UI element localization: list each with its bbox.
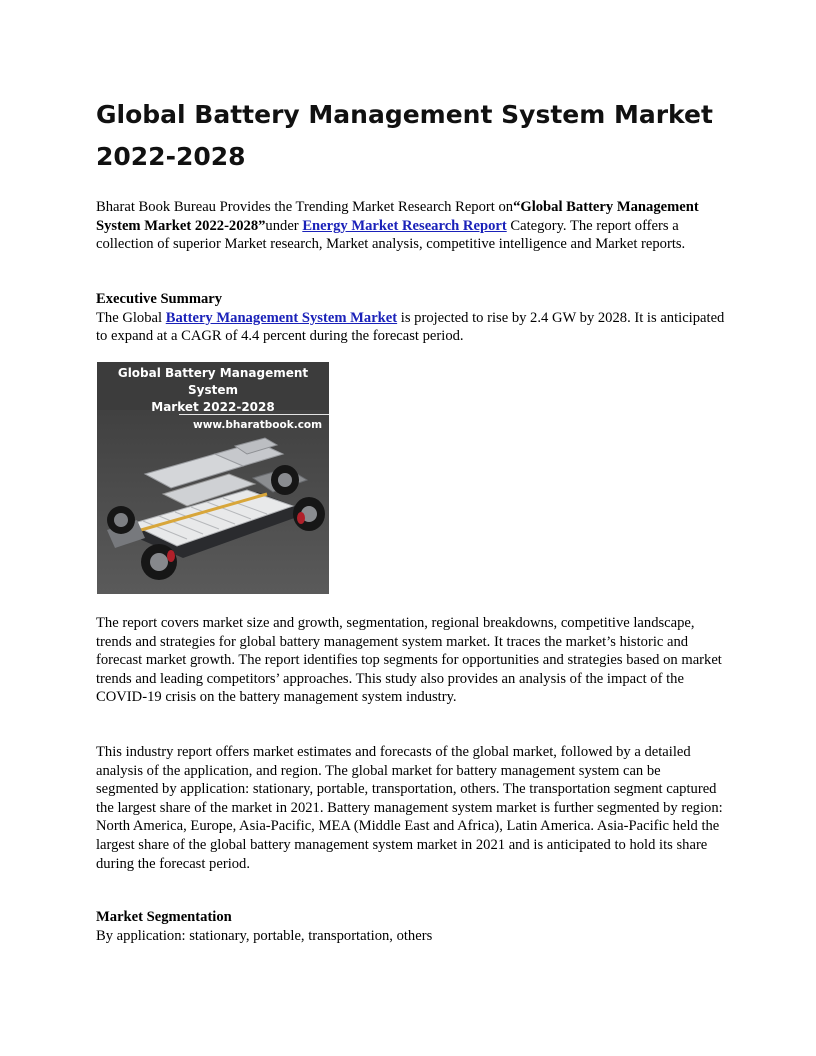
intro-paragraph: [96, 198, 726, 254]
executive-summary: [96, 290, 726, 346]
intro-report-title: “Global Battery Management System Market 2022-2028”: [96, 199, 699, 234]
bms-market-link[interactable]: Battery Management System Market: [165, 309, 398, 326]
image-title-line2: Market 2022-2028: [151, 400, 275, 414]
image-title: [97, 365, 329, 416]
summary-text-a: The Global: [96, 309, 166, 326]
image-divider: [179, 414, 329, 415]
page-title: Global Battery Management System Market 2022-2028: [96, 100, 713, 171]
intro-text-b: under: [265, 217, 303, 234]
segmentation-line: By application: stationary, portable, transportation, others: [96, 927, 433, 944]
summary-text-b: is projected to rise by 2.4 GW by 2028. It is anticipated to expand at a CAGR of 4.4 percent during the forecast period.: [96, 309, 725, 345]
market-segmentation-heading: Market Segmentation: [96, 909, 232, 925]
image-title-line1: Global Battery Management System: [117, 366, 309, 397]
intro-text-c: Category. The report offers a collection of superior Market research, Market analysis, competitive intelligence and Market reports.: [96, 217, 686, 253]
executive-summary-heading: Executive Summary: [96, 291, 223, 307]
industry-paragraph: This industry report offers market estimates and forecasts of the global market, followed by a detailed analysis of the application, and region. The global market for battery management system can be segmented by application: stationary, portable, transportation, others. The transportation segment captured the largest share of the market in 2021. Battery management system market is further segmented by region: North America, Europe, Asia-Pacific, MEA (Middle East and Africa), Latin America. Asia-Pacific held the largest share of the global battery management system market in 2021 and is anticipated to hold its share during the forecast period.: [96, 744, 723, 872]
market-segmentation: [96, 908, 726, 945]
coverage-paragraph: The report covers market size and growth, segmentation, regional breakdowns, competitive landscape, trends and strategies for global battery management system market. It traces the market’s historic and forecast market growth. The report identifies top segments for opportunities and strategies based on market trends and leading competitors’ approaches. This study also provides an analysis of the impact of the COVID-19 crisis on the battery management system industry.: [96, 615, 722, 706]
report-cover-image: [97, 362, 329, 594]
intro-text-a: Bharat Book Bureau Provides the Trending Market Research Report on: [96, 199, 514, 215]
image-url: www.bharatbook.com: [193, 419, 323, 431]
energy-market-report-link[interactable]: Energy Market Research Report: [302, 217, 507, 234]
